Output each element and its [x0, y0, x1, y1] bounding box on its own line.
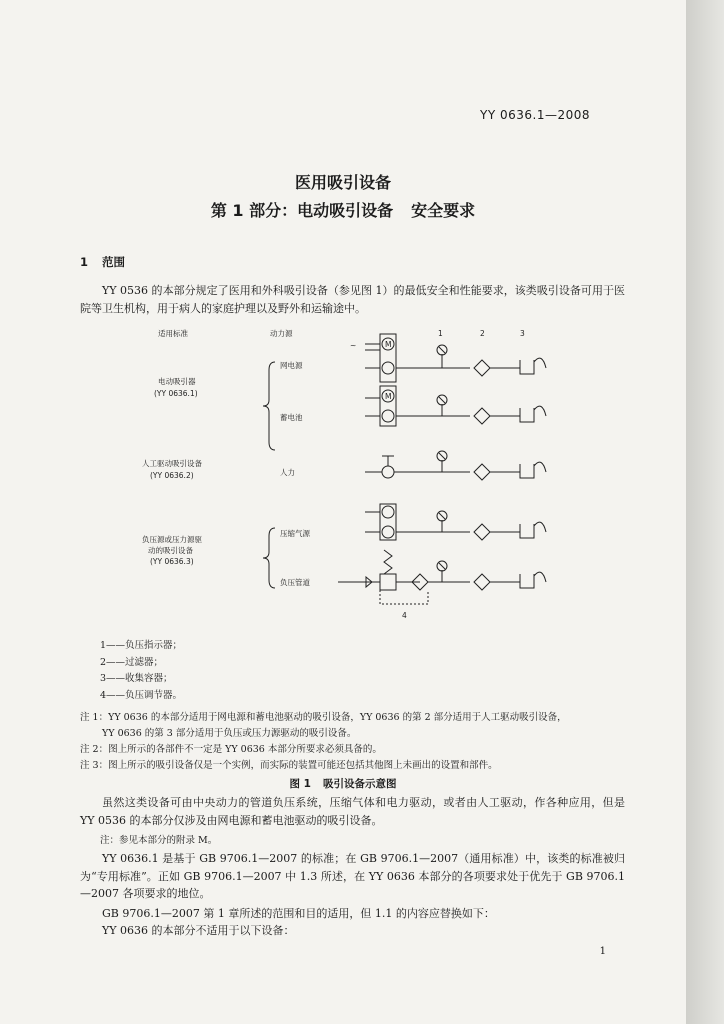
power-battery-label: 蓄电池 [280, 413, 303, 422]
component-3-number: 3 [520, 329, 525, 338]
suction-diagram [80, 320, 640, 635]
standard-number: YY 0636.1—2008 [479, 108, 590, 122]
power-manual-label: 人力 [280, 468, 295, 477]
legend-item: 2——过滤器； [100, 656, 164, 668]
motor-letter-2: M [385, 392, 392, 401]
body-paragraph-2: 虽然这类设备可由中央动力的管道负压系统，压缩气体和电力驱动，或者由人工驱动，作各种应用，但是 YY 0536 的本部分仅涉及由网电源和蓄电池驱动的吸引设备。 [80, 796, 625, 827]
note-1-line-a: 注 1：YY 0636 的本部分适用于网电源和蓄电池驱动的吸引设备，YY 0636 的第 2 部分适用于人工驱动吸引设备， [80, 712, 567, 723]
power-vacuum-label: 负压管道 [280, 578, 310, 587]
std-electric-ref: (YY 0636.1) [154, 389, 198, 398]
scope-paragraph: YY 0536 的本部分规定了医用和外科吸引设备（参见图 1）的最低安全和性能要求，该类吸引设备可用于医院等卫生机构，用于病人的家庭护理以及野外和运输途中。 [80, 284, 625, 315]
std-vacuum-label-2: 动的吸引设备 [148, 546, 193, 555]
component-4-number: 4 [402, 611, 407, 620]
body-paragraph-4: GB 9706.1—2007 第 1 章所述的范围和目的适用，但 1.1 的内容应替换如下： [102, 907, 495, 920]
col-standard-label: 适用标准 [158, 329, 188, 338]
annex-note: 注：参见本部分的附录 M。 [100, 835, 218, 846]
std-vacuum-label-1: 负压源或压力源驱 [142, 535, 202, 544]
legend-item: 4——负压调节器。 [100, 689, 183, 701]
std-manual-ref: (YY 0636.2) [150, 471, 194, 480]
page-number: 1 [599, 946, 606, 957]
section-heading [80, 254, 125, 270]
component-1-number: 1 [438, 329, 443, 338]
title-part: 第 1 部分：电动吸引设备 [210, 201, 394, 220]
std-electric-label: 电动吸引器 [158, 377, 196, 386]
figure-note-3: 注 3：图上所示的吸引设备仅是一个实例，而实际的装置可能还包括其他图上未画出的设置和部件。 [80, 760, 498, 771]
figure-note-1 [80, 710, 640, 742]
figure-legend [100, 638, 182, 704]
title-line-2 [0, 198, 686, 221]
body-paragraph-5: YY 0636 的本部分不适用于以下设备： [102, 924, 295, 937]
title-line-1: 医用吸引设备 [294, 173, 391, 192]
figure-note-2: 注 2：图上所示的各部件不一定是 YY 0636 本部分所要求必须具备的。 [80, 744, 382, 755]
page-edge-shadow [686, 0, 724, 1024]
note-1-line-b: YY 0636 的第 3 部分适用于负压或压力源驱动的吸引设备。 [102, 728, 357, 739]
section-title: 范围 [102, 255, 126, 269]
motor-letter-1: M [385, 340, 392, 349]
power-mains-label: 网电源 [280, 361, 303, 370]
figure-caption [0, 776, 686, 791]
power-compressed-label: 压缩气源 [280, 529, 310, 538]
legend-item: 1——负压指示器； [100, 640, 183, 651]
component-2-number: 2 [480, 329, 485, 338]
body-paragraph-3: YY 0636.1 是基于 GB 9706.1—2007 的标准；在 GB 9706.1—2007（通用标准）中，该类的标准被归为“专用标准”。正如 GB 9706.1—2007 中 1.3 所述，在 YY 0636 本部分的各项要求处于优先于 GB 9706.1—2007 各项要求的地位。 [80, 852, 625, 900]
figure-caption-prefix: 图 1 [289, 778, 311, 790]
std-vacuum-ref: (YY 0636.3) [150, 557, 194, 566]
figure-caption-text: 吸引设备示意图 [322, 778, 397, 790]
col-power-label: 动力源 [270, 329, 293, 338]
mains-tilde: ~ [350, 341, 357, 350]
section-number: 1 [80, 255, 89, 269]
title-rest: 安全要求 [411, 201, 476, 220]
std-manual-label: 人工驱动吸引设备 [142, 459, 202, 468]
legend-item: 3——收集容器； [100, 673, 173, 684]
